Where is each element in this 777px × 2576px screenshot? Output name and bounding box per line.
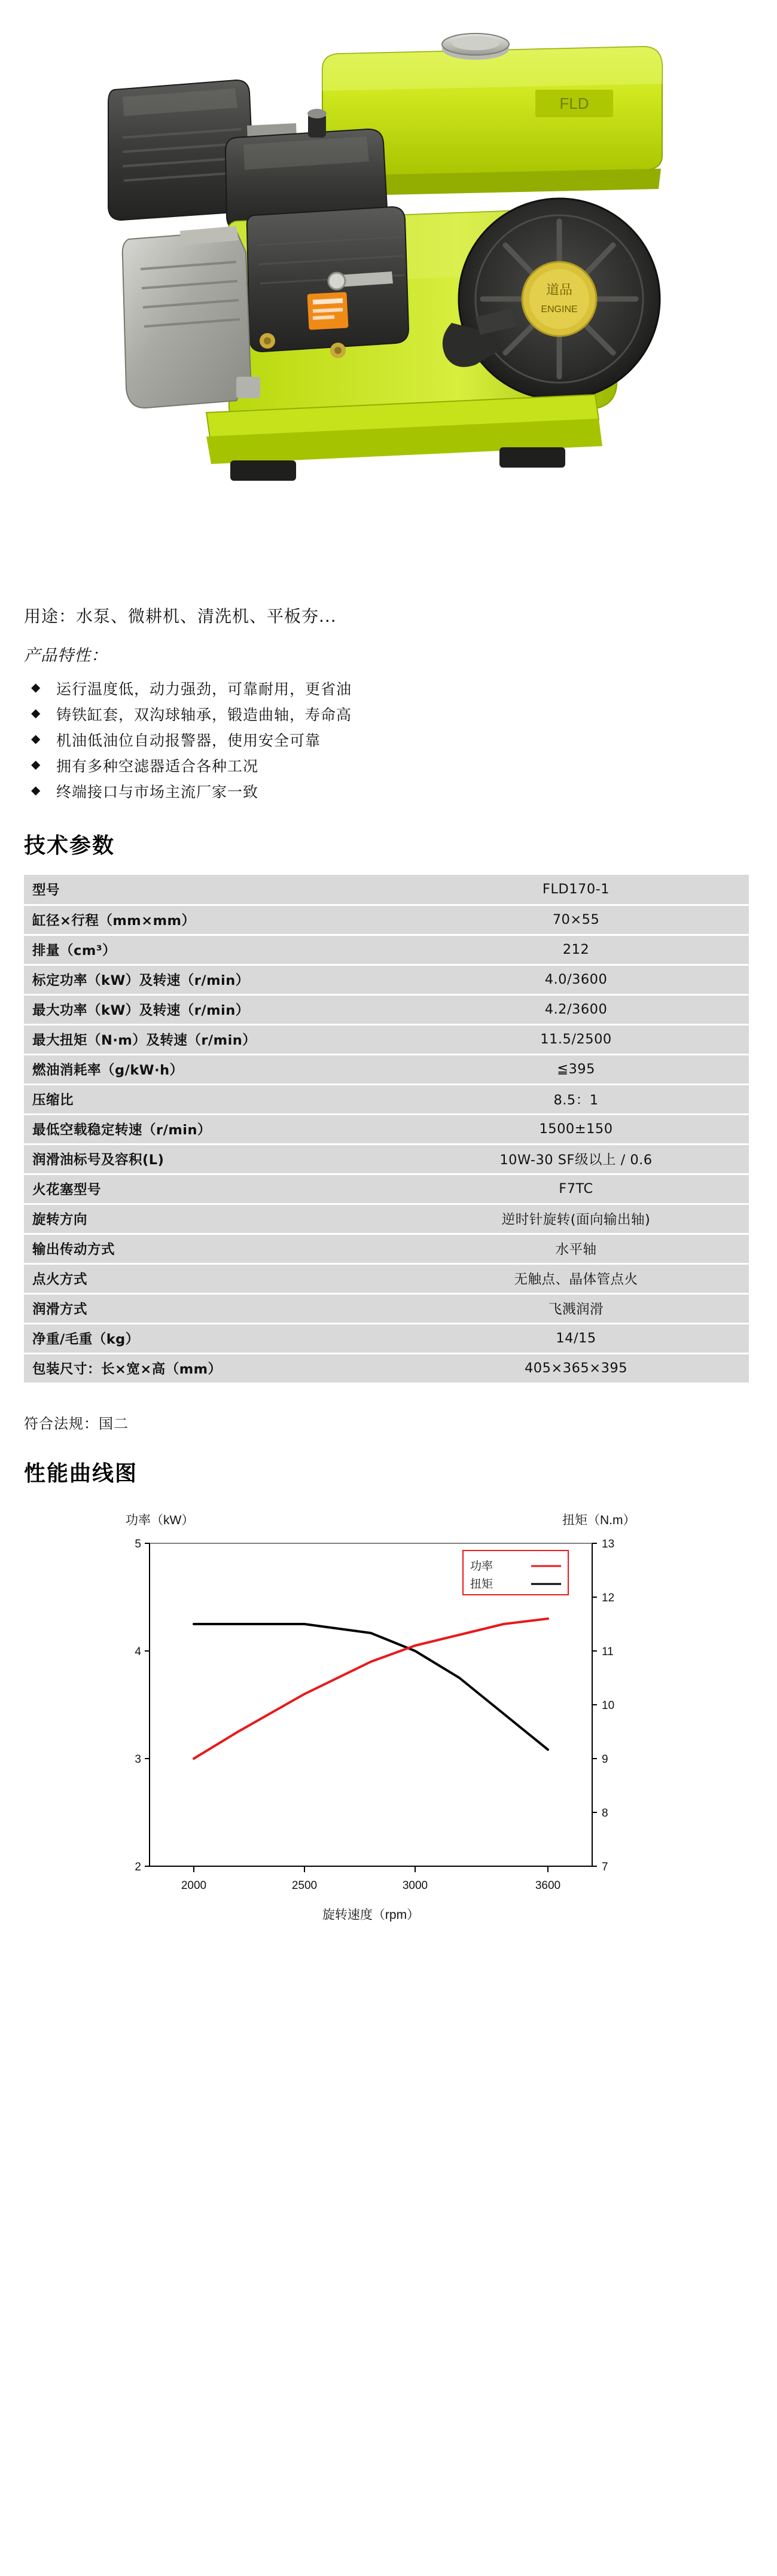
series-torque-line (194, 1624, 548, 1750)
table-row (24, 935, 749, 965)
list-item (24, 753, 748, 779)
tech-params-title: 技术参数 (24, 834, 115, 858)
feature-text: 铸铁缸套，双沟球轴承，锻造曲轴，寿命高 (56, 706, 352, 724)
table-row (24, 1024, 749, 1054)
performance-curve-chart (24, 1507, 748, 1929)
table-row (24, 994, 749, 1024)
chart-left-axis-label: 功率（kW） (126, 1513, 194, 1527)
curve-section-title: 性能曲线图 (24, 1461, 138, 1486)
param-value: 逆时针旋转(面向输出轴) (403, 1204, 749, 1234)
chart-legend (463, 1551, 568, 1595)
svg-text:2000: 2000 (181, 1879, 207, 1892)
feature-text: 终端接口与市场主流厂家一致 (56, 783, 259, 801)
param-value: FLD170-1 (403, 875, 749, 905)
svg-text:3000: 3000 (402, 1879, 428, 1892)
list-item (24, 676, 748, 702)
chart-x-axis-title: 旋转速度（rpm） (322, 1907, 420, 1922)
param-value: 10W-30 SF级以上 / 0.6 (403, 1144, 749, 1174)
param-value: 14/15 (403, 1323, 749, 1353)
table-row (24, 965, 749, 994)
product-image-area (0, 0, 777, 604)
chart-right-axis-label: 扭矩（N.m） (562, 1513, 636, 1527)
content-area (0, 604, 777, 1929)
param-key: 最大功率（kW）及转速（r/min） (24, 994, 403, 1024)
feature-text: 拥有多种空滤器适合各种工况 (56, 758, 259, 775)
feature-text: 机油低油位自动报警器，使用安全可靠 (56, 732, 321, 749)
svg-text:ENGINE: ENGINE (541, 304, 578, 315)
features-list (24, 676, 748, 805)
param-value: 4.2/3600 (403, 994, 749, 1024)
param-key: 净重/毛重（kg） (24, 1323, 403, 1353)
param-value: 212 (403, 935, 749, 965)
svg-text:8: 8 (602, 1806, 608, 1820)
svg-text:10: 10 (602, 1699, 615, 1712)
param-key: 缸径×行程（mm×mm） (24, 905, 403, 935)
table-row (24, 1114, 749, 1144)
svg-text:11: 11 (602, 1645, 614, 1658)
svg-text:2500: 2500 (291, 1879, 318, 1892)
table-row (24, 1353, 749, 1383)
svg-text:5: 5 (135, 1537, 141, 1551)
list-item (24, 728, 748, 753)
svg-text:7: 7 (602, 1860, 608, 1873)
param-value: 1500±150 (403, 1114, 749, 1144)
param-value: 水平轴 (403, 1234, 749, 1263)
regulation-line: 符合法规：国二 (24, 1415, 129, 1432)
svg-text:9: 9 (602, 1753, 608, 1766)
diamond-bullet-icon: ◆ (31, 731, 41, 746)
table-row (24, 1263, 749, 1293)
table-row (24, 1144, 749, 1174)
svg-text:3: 3 (135, 1753, 141, 1766)
diamond-bullet-icon: ◆ (31, 757, 41, 771)
diamond-bullet-icon: ◆ (31, 783, 41, 797)
table-row (24, 905, 749, 935)
feature-text: 运行温度低，动力强劲，可靠耐用，更省油 (56, 680, 352, 698)
table-row (24, 1323, 749, 1353)
param-key: 燃油消耗率（g/kW·h） (24, 1054, 403, 1084)
param-value: F7TC (403, 1174, 749, 1204)
list-item (24, 779, 748, 805)
param-value: 11.5/2500 (403, 1024, 749, 1054)
engine-illustration (57, 18, 733, 502)
svg-text:FLD: FLD (559, 94, 589, 112)
param-value: 4.0/3600 (403, 965, 749, 994)
param-value: 70×55 (403, 905, 749, 935)
param-key: 包装尺寸：长×宽×高（mm） (24, 1353, 403, 1383)
param-key: 最低空载稳定转速（r/min） (24, 1114, 403, 1144)
legend-label-power: 功率 (470, 1559, 493, 1573)
usage-line: 用途：水泵、微耕机、清洗机、平板夯... (24, 606, 337, 626)
table-row (24, 1293, 749, 1323)
chart-svg (36, 1507, 742, 1926)
param-value: 无触点、晶体管点火 (403, 1263, 749, 1293)
table-row (24, 1084, 749, 1114)
param-value: ≦395 (403, 1054, 749, 1084)
table-row (24, 1204, 749, 1234)
param-key: 润滑油标号及容积(L) (24, 1144, 403, 1174)
param-key: 压缩比 (24, 1084, 403, 1114)
svg-text:3600: 3600 (535, 1879, 561, 1892)
svg-text:2: 2 (135, 1860, 141, 1873)
list-item (24, 702, 748, 728)
svg-text:12: 12 (602, 1591, 615, 1604)
legend-label-torque: 扭矩 (470, 1577, 493, 1591)
param-key: 最大扭矩（N·m）及转速（r/min） (24, 1024, 403, 1054)
param-value: 8.5：1 (403, 1084, 749, 1114)
svg-text:道品: 道品 (546, 282, 573, 297)
param-key: 点火方式 (24, 1263, 403, 1293)
param-value: 飞溅润滑 (403, 1293, 749, 1323)
param-key: 排量（cm³） (24, 935, 403, 965)
param-value: 405×365×395 (403, 1353, 749, 1383)
tech-params-table (24, 875, 749, 1384)
diamond-bullet-icon: ◆ (31, 680, 41, 694)
param-key: 型号 (24, 875, 403, 905)
table-row (24, 1174, 749, 1204)
table-row (24, 1234, 749, 1263)
param-key: 标定功率（kW）及转速（r/min） (24, 965, 403, 994)
chart-left-ticks (135, 1538, 150, 1873)
param-key: 润滑方式 (24, 1293, 403, 1323)
param-key: 旋转方向 (24, 1204, 403, 1234)
param-key: 输出传动方式 (24, 1234, 403, 1263)
table-row (24, 1054, 749, 1084)
series-power-line (194, 1619, 548, 1759)
svg-text:4: 4 (135, 1645, 141, 1658)
param-key: 火花塞型号 (24, 1174, 403, 1204)
table-row (24, 875, 749, 905)
svg-text:13: 13 (602, 1537, 615, 1551)
chart-right-ticks (592, 1538, 614, 1873)
diamond-bullet-icon: ◆ (31, 706, 41, 720)
chart-x-ticks (181, 1866, 560, 1892)
features-title: 产品特性： (24, 646, 108, 665)
